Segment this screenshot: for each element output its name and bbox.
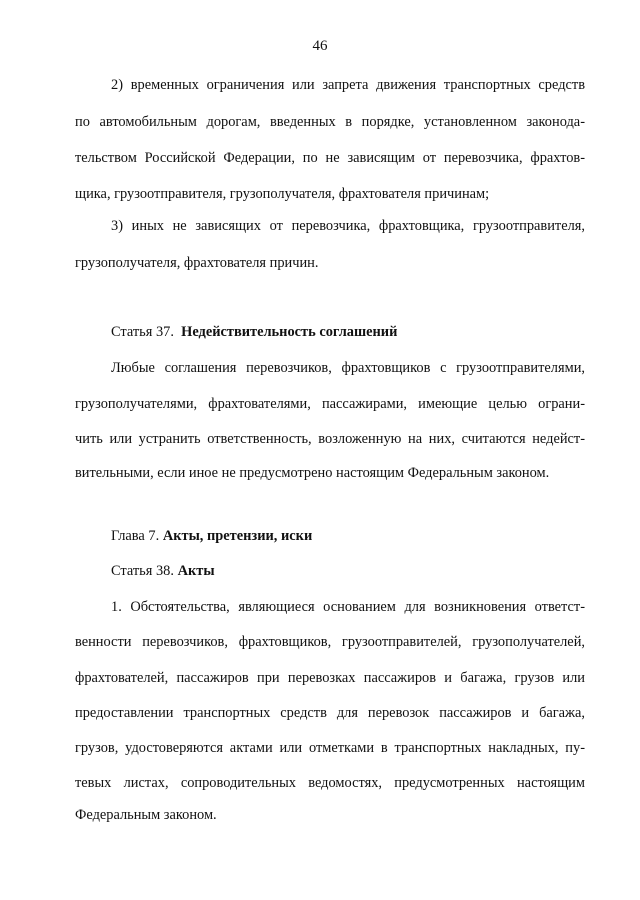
paragraph-3-line-2: грузополучателя, фрахтователя причин. bbox=[75, 255, 319, 271]
article-37-title: Недействительность соглашений bbox=[181, 324, 398, 340]
article-37-line-2: грузополучателями, фрахтователями, пассажирами, имеющие целью ограни- bbox=[75, 396, 585, 412]
chapter-7-heading bbox=[111, 526, 312, 546]
page-number: 46 bbox=[312, 38, 328, 54]
article-38-line-1: 1. Обстоятельства, являющиеся основанием для возникновения ответст- bbox=[111, 599, 585, 615]
chapter-7-title: Акты, претензии, иски bbox=[162, 528, 313, 544]
article-38-title: Акты bbox=[177, 563, 215, 579]
article-37-line-4: вительными, если иное не предусмотрено настоящим Федеральным законом. bbox=[75, 465, 550, 481]
article-38-line-4: предоставлении транспортных средств для перевозок пассажиров и багажа, bbox=[75, 705, 585, 721]
article-37-line-1: Любые соглашения перевозчиков, фрахтовщиков с грузоотправителями, bbox=[111, 360, 585, 376]
article-37-prefix: Статья 37. bbox=[111, 324, 174, 340]
article-38-line-7: Федеральным законом. bbox=[75, 807, 217, 823]
paragraph-2-line-3: тельством Российской Федерации, по не зависящим от перевозчика, фрахтов- bbox=[75, 150, 585, 166]
article-38-line-3: фрахтователей, пассажиров при перевозках пассажиров и багажа, грузов или bbox=[75, 670, 585, 686]
paragraph-2-line-4: щика, грузоотправителя, грузополучателя, фрахтователя причинам; bbox=[75, 186, 490, 202]
article-38-prefix: Статья 38. bbox=[111, 563, 174, 579]
article-38-line-6: тевых листах, сопроводительных ведомостях, предусмотренных настоящим bbox=[75, 775, 585, 791]
article-38-line-5: грузов, удостоверяются актами или отметками в транспортных накладных, пу- bbox=[75, 740, 585, 756]
article-37-heading bbox=[111, 322, 397, 342]
chapter-7-prefix: Глава 7. bbox=[111, 528, 160, 544]
article-38-line-2: венности перевозчиков, фрахтовщиков, грузоотправителей, грузополучателей, bbox=[75, 634, 585, 650]
article-38-heading bbox=[111, 561, 215, 581]
paragraph-2-line-1: 2) временных ограничения или запрета движения транспортных средств bbox=[111, 77, 585, 93]
paragraph-2-line-2: по автомобильным дорогам, введенных в порядке, установленном законода- bbox=[75, 114, 585, 130]
article-37-line-3: чить или устранить ответственность, возложенную на них, считаются недейст- bbox=[75, 431, 585, 447]
paragraph-3-line-1: 3) иных не зависящих от перевозчика, фрахтовщика, грузоотправителя, bbox=[111, 218, 585, 234]
